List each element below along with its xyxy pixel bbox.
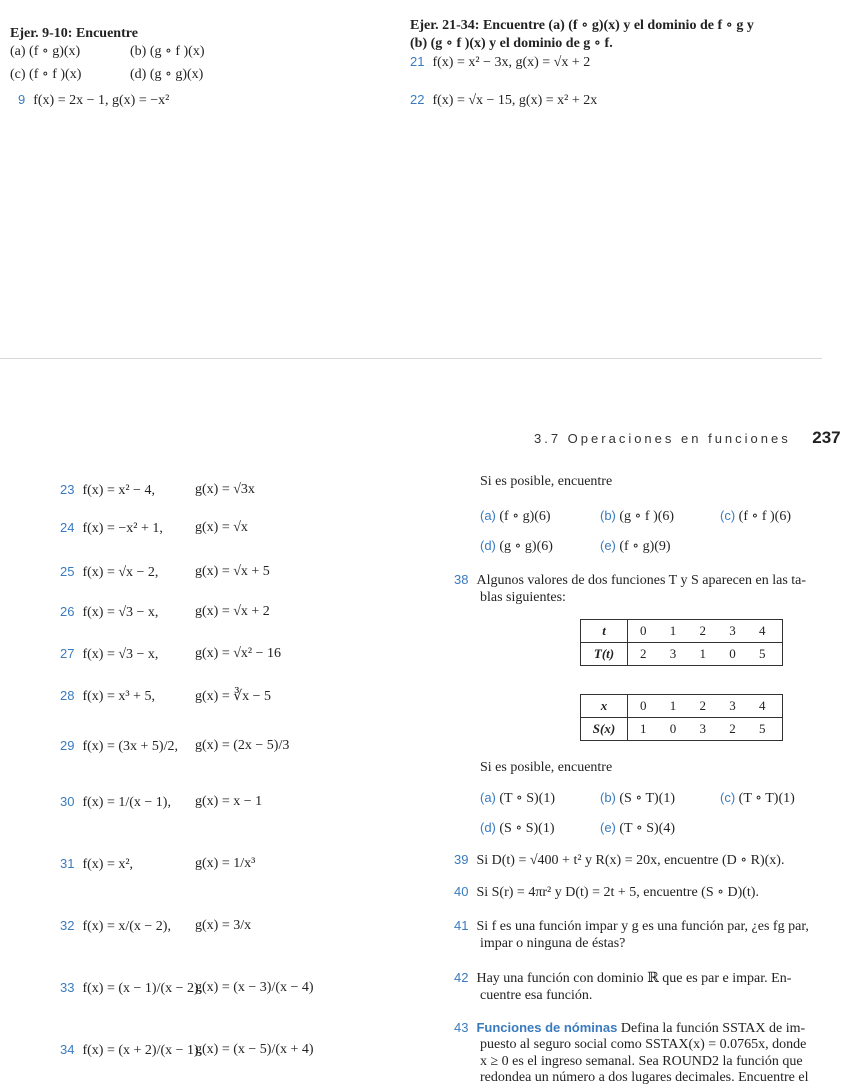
item-label: (b) [600,508,616,523]
question-38d [480,820,554,837]
exercise-number: 26 [60,604,75,619]
exercise-number: 30 [60,794,75,809]
table-header-values: 0 1 2 3 4 [628,695,783,718]
exercise-25 [60,564,158,581]
f-definition: f(x) = −x² + 1, [82,521,163,536]
exercise-43-line2: puesto al seguro social como SSTAX(x) = 0.0765x, donde [480,1037,807,1052]
table-T [580,619,783,666]
item-label: (d) [480,538,496,553]
page-number: 237 [812,428,841,447]
exercise-text: Si S(r) = 4πr² y D(t) = 2t + 5, encuentre (S ∘ D)(t). [476,885,759,900]
f-definition: f(x) = x/(x − 2), [82,919,171,934]
item-9b: (b) (g ∘ f )(x) [130,44,205,59]
table-row-values: 1 0 3 2 5 [628,718,783,741]
exercise-42-cont: cuentre esa función. [480,988,593,1003]
table-header-label: x [581,695,628,718]
exercise-number: 24 [60,520,75,535]
exercise-43-line4: redondea un número a dos lugares decimales. Encuentre el [480,1070,809,1085]
exercise-30 [60,794,171,811]
table-row-label: T(t) [581,643,628,666]
exercise-31-g: g(x) = 1/x³ [195,856,256,871]
item-text: (f ∘ g)(6) [499,509,551,524]
exercise-number: 31 [60,856,75,871]
exercise-43-line3: x ≥ 0 es el ingreso semanal. Sea ROUND2 la función que [480,1054,803,1069]
exercise-41-cont: impar o ninguna de éstas? [480,936,626,951]
item-label: (c) [720,508,736,523]
question-38e [600,820,675,837]
item-9c: (c) (f ∘ f )(x) [10,67,82,82]
exercise-number: 21 [410,54,425,69]
exercise-38-cont: blas siguientes: [480,590,566,605]
exercise-9 [18,92,169,109]
exercise-22 [410,92,597,109]
f-definition: f(x) = x² − 4, [82,483,155,498]
intro-text-2: Si es posible, encuentre [480,760,613,775]
exercise-23-g: g(x) = √3x [195,482,255,497]
exercise-number: 27 [60,646,75,661]
item-text: (g ∘ g)(6) [499,539,553,554]
exercise-number: 34 [60,1042,75,1057]
item-label: (d) [480,820,496,835]
exercise-30-g: g(x) = x − 1 [195,794,263,809]
item-text: (f ∘ g)(9) [619,539,671,554]
f-definition: f(x) = √3 − x, [82,605,159,620]
exercise-24-g: g(x) = √x [195,520,248,535]
running-head-title: 3.7 Operaciones en funciones [534,431,791,446]
exercise-text: Hay una función con dominio ℝ que es par e impar. En- [476,971,792,986]
question-37e [600,538,671,555]
f-definition: f(x) = √3 − x, [82,647,159,662]
section-heading-21-34-cont: (b) (g ∘ f )(x) y el dominio de g ∘ f. [410,36,613,51]
exercise-23 [60,482,155,499]
f-definition: f(x) = (x + 2)/(x − 1), [82,1043,203,1058]
exercise-43 [454,1020,805,1037]
exercise-number: 28 [60,688,75,703]
exercise-38 [454,572,806,589]
exercise-number: 23 [60,482,75,497]
exercise-34-g: g(x) = (x − 5)/(x + 4) [195,1042,314,1057]
table-row-label: S(x) [581,718,628,741]
exercise-32-g: g(x) = 3/x [195,918,252,933]
question-38c [720,790,795,807]
f-definition: f(x) = (3x + 5)/2, [82,739,178,754]
item-text: (g ∘ f )(6) [619,509,675,524]
question-37a [480,508,551,525]
exercise-33 [60,980,202,997]
exercise-number: 43 [454,1020,469,1035]
item-text: (T ∘ S)(1) [499,791,555,806]
exercise-27-g: g(x) = √x² − 16 [195,646,281,661]
f-definition: f(x) = x³ + 5, [82,689,155,704]
exercise-number: 42 [454,970,469,985]
exercise-33-g: g(x) = (x − 3)/(x − 4) [195,980,314,995]
item-text: (S ∘ S)(1) [499,821,555,836]
exercise-25-g: g(x) = √x + 5 [195,564,270,579]
question-37c [720,508,791,525]
table-row-values: 2 3 1 0 5 [628,643,783,666]
exercise-number: 41 [454,918,469,933]
exercise-text: f(x) = x² − 3x, g(x) = √x + 2 [432,55,591,70]
exercise-28 [60,688,155,705]
intro-text-1: Si es posible, encuentre [480,474,613,489]
exercise-21 [410,54,590,71]
item-label: (c) [720,790,736,805]
exercise-number: 9 [18,92,26,107]
table-header-values: 0 1 2 3 4 [628,620,783,643]
exercise-text: Defina la función SSTAX de im- [620,1021,806,1036]
exercise-24 [60,520,163,537]
exercise-42 [454,970,791,987]
exercise-text: f(x) = √x − 15, g(x) = x² + 2x [432,93,598,108]
exercise-31 [60,856,133,873]
item-text: (T ∘ T)(1) [738,791,795,806]
question-37b [600,508,674,525]
f-definition: f(x) = (x − 1)/(x − 2), [82,981,203,996]
exercise-26 [60,604,158,621]
exercise-text: Si D(t) = √400 + t² y R(x) = 20x, encuentre (D ∘ R)(x). [476,853,785,868]
table-header-label: t [581,620,628,643]
exercise-32 [60,918,171,935]
exercise-40 [454,884,759,901]
exercise-number: 40 [454,884,469,899]
item-label: (a) [480,790,496,805]
exercise-39 [454,852,784,869]
exercise-text: Si f es una función impar y g es una función par, ¿es fg par, [476,919,809,934]
item-label: (b) [600,790,616,805]
item-text: (f ∘ f )(6) [738,509,792,524]
item-label: (e) [600,538,616,553]
exercise-text: Algunos valores de dos funciones T y S aparecen en las ta- [476,573,807,588]
page-divider [0,358,822,359]
exercise-text: f(x) = 2x − 1, g(x) = −x² [33,93,170,108]
exercise-28-g: g(x) = ∛x − 5 [195,689,272,704]
exercise-number: 38 [454,572,469,587]
exercise-34 [60,1042,202,1059]
item-text: (S ∘ T)(1) [619,791,675,806]
exercise-number: 22 [410,92,425,107]
item-label: (e) [600,820,616,835]
page-header [534,428,841,448]
item-label: (a) [480,508,496,523]
section-heading-9-10: Ejer. 9-10: Encuentre [10,26,138,41]
item-9a: (a) (f ∘ g)(x) [10,44,81,59]
f-definition: f(x) = x², [82,857,134,872]
exercise-number: 29 [60,738,75,753]
question-38a [480,790,555,807]
item-9d: (d) (g ∘ g)(x) [130,67,204,82]
exercise-title: Funciones de nóminas [476,1020,618,1035]
exercise-number: 39 [454,852,469,867]
exercise-27 [60,646,158,663]
exercise-26-g: g(x) = √x + 2 [195,604,270,619]
item-text: (T ∘ S)(4) [619,821,675,836]
exercise-number: 25 [60,564,75,579]
question-38b [600,790,675,807]
exercise-41 [454,918,809,935]
section-heading-21-34: Ejer. 21-34: Encuentre (a) (f ∘ g)(x) y el dominio de f ∘ g y [410,18,754,33]
f-definition: f(x) = 1/(x − 1), [82,795,171,810]
f-definition: f(x) = √x − 2, [82,565,159,580]
exercise-number: 32 [60,918,75,933]
table-S [580,694,783,741]
exercise-number: 33 [60,980,75,995]
exercise-29 [60,738,178,755]
question-37d [480,538,553,555]
exercise-29-g: g(x) = (2x − 5)/3 [195,738,290,753]
